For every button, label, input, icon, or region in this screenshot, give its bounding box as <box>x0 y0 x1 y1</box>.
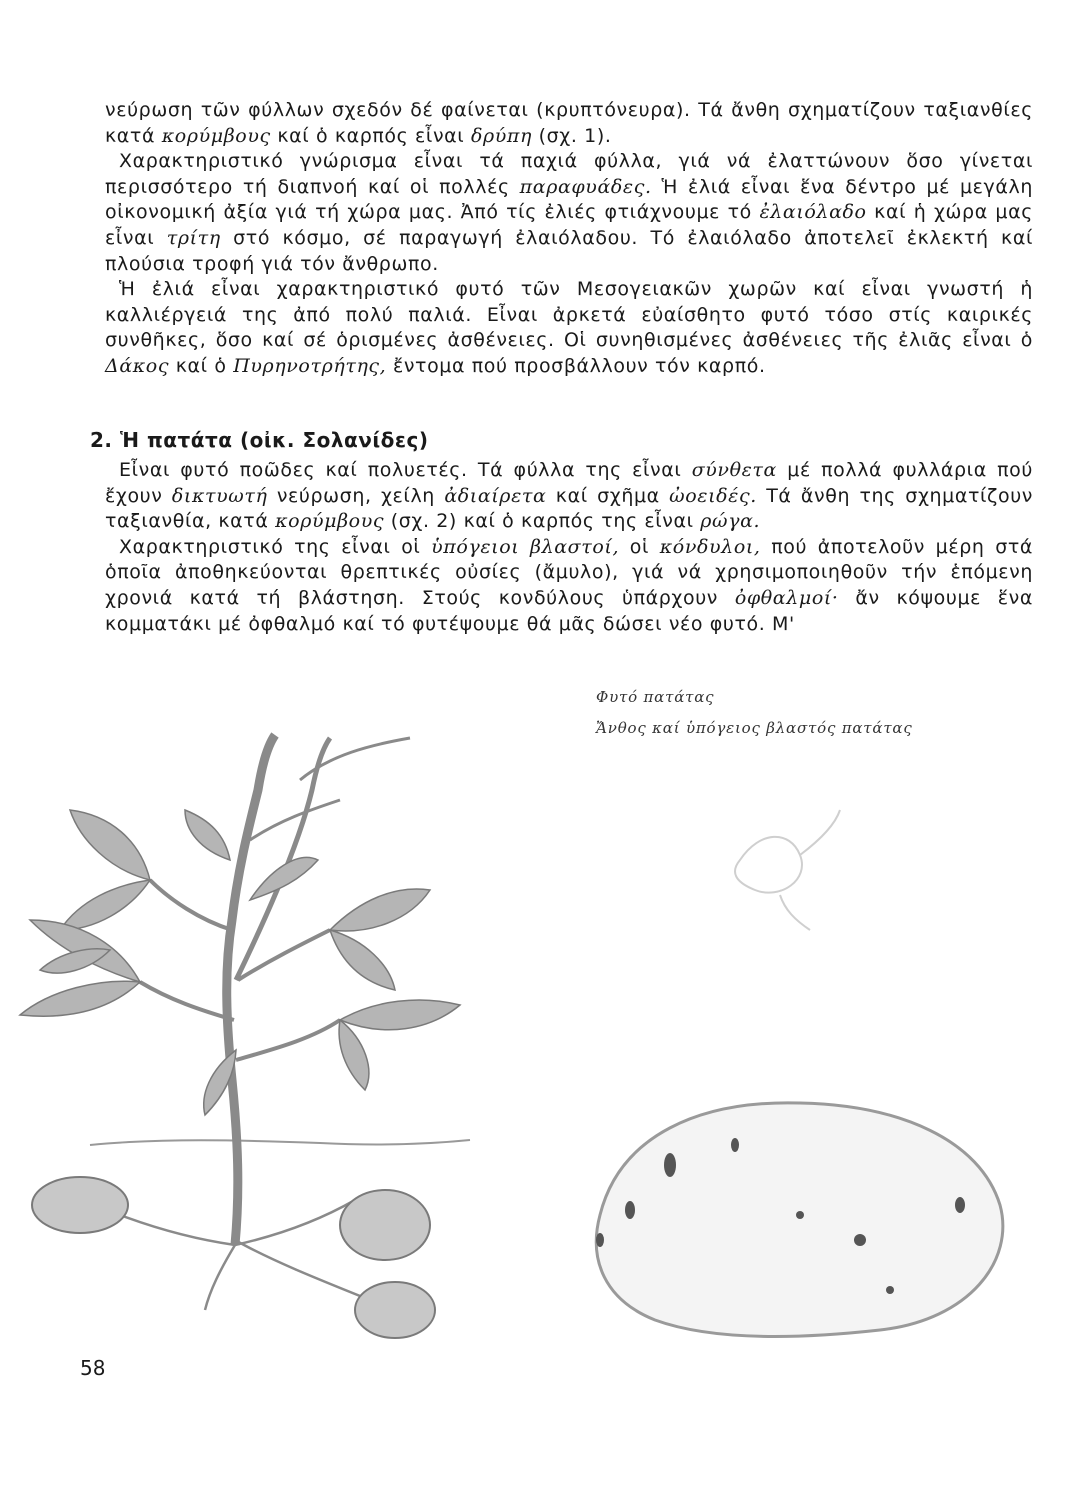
italic-term: κόνδυλοι, <box>659 535 761 558</box>
potato-flower-illustration <box>700 800 860 940</box>
italic-term: ἐλαιόλαδο <box>759 201 867 224</box>
text-run: Ἡ ἐλιά εἶναι ἕνα δέντρο μέ μεγάλη οἰκονομική ἀξία γιά τή χώρα μας. Ἀπό τίς ἐλιές φτιάχνουμε τό <box>105 175 1033 224</box>
italic-term: ὠοειδές. <box>669 484 757 507</box>
paragraph <box>105 98 1033 149</box>
italic-term: ρώγα. <box>700 510 761 533</box>
italic-term: ὑπόγειοι βλαστοί, <box>431 535 620 558</box>
stem <box>140 735 410 1245</box>
text-run: μέ πολλά φυλλάρια πού ἔχουν <box>105 459 1033 507</box>
potato-plant-illustration <box>0 720 520 1320</box>
italic-term: ὀφθαλμοί· <box>734 586 839 609</box>
italic-term: δρύπη <box>470 124 532 147</box>
italic-term: Δάκος <box>105 354 170 377</box>
caption-plant: Φυτό πατάτας <box>596 688 715 706</box>
text-run: Ἡ ἐλιά εἶναι χαρακτηριστικό φυτό τῶν Μεσογειακῶν χωρῶν καί εἶναι γνωστή ἡ καλλιέργειά της ἀπό πολύ παλιά. Εἶναι ἀρκετά εὐαίσθητο φυτό τόσο στίς καιρικές συνθῆκες, ὅσο καί σέ ὁρισμένες ἀσθένειες. Οἱ συνηθισμένες ἀσθένειες τῆς ἐλιᾶς εἶναι ὁ <box>105 278 1033 352</box>
caption-flower-tuber: Ἄνθος καί ὑπόγειος βλαστός πατάτας <box>596 719 913 737</box>
text-run: (σχ. 1). <box>532 124 612 147</box>
italic-term: δικτυωτή <box>171 484 268 507</box>
text-run: νεύρωση, χείλη <box>267 484 445 507</box>
text-run: καί σχῆμα <box>546 484 670 507</box>
italic-term: κορύμβους <box>275 510 385 533</box>
text-run: Τά ἄνθη της σχηματίζουν ταξιανθία, κατά <box>105 484 1034 533</box>
text-run: καί ὁ <box>169 354 234 377</box>
paragraph <box>105 535 1033 637</box>
text-run: Χαρακτηριστικό γνώρισμα εἶναι τά παχιά φύλλα, γιά νά ἐλαττώνουν ὅσο γίνεται περισσότερο τή διαπνοή καί οἱ πολλές <box>105 150 1033 198</box>
potato-tuber-illustration <box>560 1085 1020 1345</box>
italic-term: ἀδιαίρετα <box>444 484 547 507</box>
text-run: ἄν κόψουμε ἕνα κομματάκι μέ ὀφθαλμό καί τό φυτέψουμε θά μᾶς δώσει νέο φυτό. Μ' <box>105 586 1034 635</box>
text-block-potato <box>105 458 1033 637</box>
italic-term: Πυρηνοτρήτης, <box>233 354 387 377</box>
text-run: πού ἀποτελοῦν μέρη στά ὁποῖα ἀποθηκεύονται θρεπτικές οὐσίες (ἄμυλο), γιά νά χρησιμοποιηθοῦν τήν ἑπόμενη χρονιά κατά τή βλάστηση. Στούς κονδύλους ὑπάρχουν <box>105 535 1034 609</box>
text-run: νεύρωση τῶν φύλλων σχεδόν δέ φαίνεται (κρυπτόνευρα). Τά ἄνθη σχηματίζουν ταξιανθίες κατά <box>105 99 1033 147</box>
text-run: καί ἡ χώρα μας εἶναι <box>105 201 1033 249</box>
text-run: στό κόσμο, σέ παραγωγή ἐλαιόλαδου. Τό ἐλαιόλαδο ἀποτελεῖ ἐκλεκτή καί πλούσια τροφή γιά τόν ἄνθρωπο. <box>105 226 1034 275</box>
text-run: Εἶναι φυτό ποῶδες καί πολυετές. Τά φύλλα της εἶναι <box>119 459 692 481</box>
text-run: οἱ <box>619 535 660 558</box>
paragraph <box>105 458 1033 535</box>
italic-term: σύνθετα <box>691 459 777 481</box>
soil-line <box>90 1140 470 1145</box>
section-heading: 2. Ἡ πατάτα (οἰκ. Σολανίδες) <box>90 428 429 452</box>
roots <box>120 1200 370 1310</box>
italic-term: κορύμβους <box>161 124 271 147</box>
paragraph <box>105 277 1033 379</box>
text-run: (σχ. 2) καί ὁ καρπός της εἶναι <box>384 510 701 533</box>
text-block-olive <box>105 98 1033 380</box>
italic-term: τρίτη <box>166 226 221 249</box>
italic-term: παραφυάδες. <box>519 175 652 198</box>
text-run: Χαρακτηριστικό της εἶναι οἱ <box>119 535 432 558</box>
page-number: 58 <box>80 1356 106 1380</box>
text-run: καί ὁ καρπός εἶναι <box>270 124 471 147</box>
text-run: ἔντομα πού προσβάλλουν τόν καρπό. <box>386 354 766 377</box>
paragraph <box>105 149 1033 277</box>
